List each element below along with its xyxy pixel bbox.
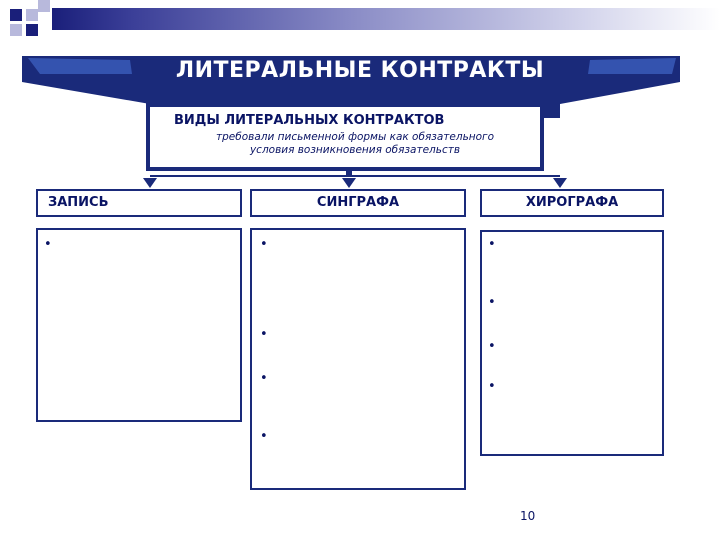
header-zapis xyxy=(36,189,242,217)
bullet: • xyxy=(488,295,496,310)
header-khirografa xyxy=(480,189,664,217)
header-singrafa-label: СИНГРАФА xyxy=(316,195,400,210)
description-line-2: условия возникновения обязательств xyxy=(249,144,461,156)
header-khirografa-label: ХИРОГРАФА xyxy=(525,195,619,210)
contract-types-title: ВИДЫ ЛИТЕРАЛЬНЫХ КОНТРАКТОВ xyxy=(174,113,445,128)
header-singrafa xyxy=(250,189,466,217)
contract-types-description xyxy=(178,131,532,157)
contract-types-box xyxy=(146,103,544,171)
bullet: • xyxy=(488,339,496,354)
bullet: • xyxy=(488,237,496,252)
bullet: • xyxy=(260,237,268,252)
description-line-1: требовали письменной формы как обязательного xyxy=(216,131,494,143)
bullet: • xyxy=(260,429,268,444)
zapis-content-box xyxy=(36,228,242,422)
khirografa-content-box xyxy=(480,230,664,456)
page-number: 10 xyxy=(520,509,536,523)
bullet: • xyxy=(260,327,268,342)
page-title: ЛИТЕРАЛЬНЫЕ КОНТРАКТЫ xyxy=(175,58,545,83)
singrafa-content-box xyxy=(250,228,466,490)
bullet: • xyxy=(488,379,496,394)
bullet: • xyxy=(260,371,268,386)
header-zapis-label: ЗАПИСЬ xyxy=(48,195,109,210)
bullet: • xyxy=(44,237,52,252)
